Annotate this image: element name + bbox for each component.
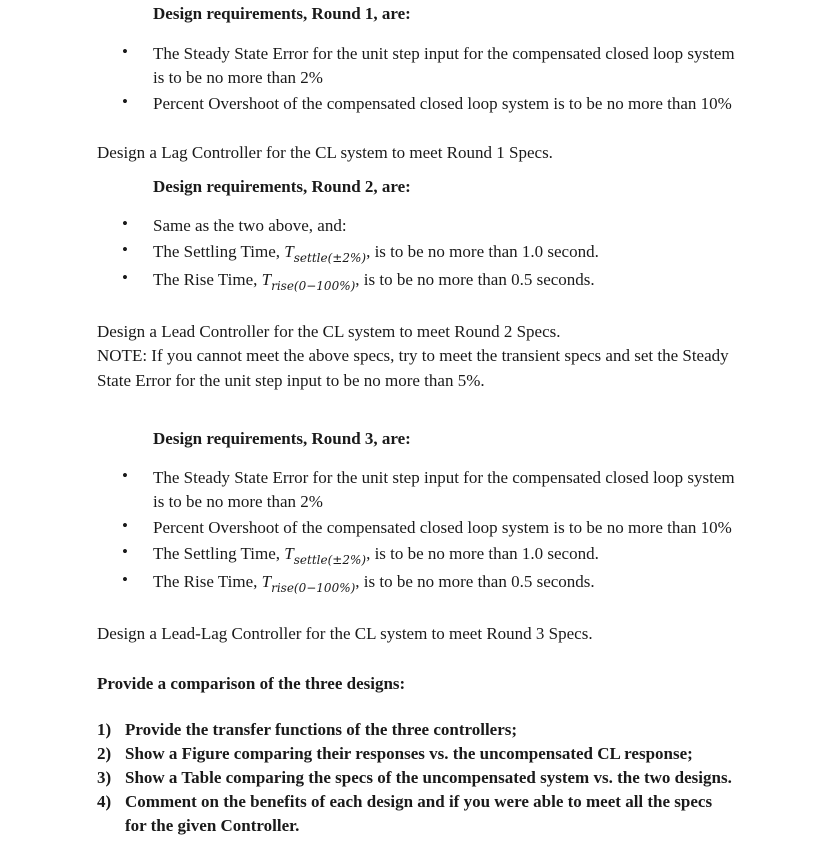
list-item-continuation: for the given Controller. <box>125 816 300 835</box>
round2-rise: The Rise Time, $T_{rise(0-100\%)}$, is to be no more than 0.5 seconds. <box>153 270 595 293</box>
lag-task: Design a Lag Controller for the CL system to meet Round 1 Specs. <box>97 143 553 162</box>
comparison-list <box>97 718 732 838</box>
round1-bullet2: Percent Overshoot of the compensated closed loop system is to be no more than 10% <box>153 94 732 113</box>
bullet-icon: • <box>122 516 128 535</box>
note-line1: NOTE: If you cannot meet the above specs, try to meet the transient specs and set the Steady <box>97 346 729 365</box>
round3-settle: The Settling Time, $T_{settle(\pm 2\%)}$, is to be no more than 1.0 second. <box>153 544 599 567</box>
list-item: 1) Provide the transfer functions of the three controllers; <box>97 720 518 739</box>
bullet-icon: • <box>122 214 128 233</box>
round2-bullet1: Same as the two above, and: <box>153 216 347 235</box>
bullet-icon: • <box>122 268 128 287</box>
round3-bullet1: The Steady State Error for the unit step input for the compensated closed loop system is to be no more than 2% <box>153 468 735 511</box>
bullet-icon: • <box>122 570 128 589</box>
lead-task: Design a Lead Controller for the CL system to meet Round 2 Specs. <box>97 322 561 341</box>
round1-bullet1: The Steady State Error for the unit step input for the compensated closed loop system is to be no more than 2% <box>153 44 735 87</box>
comparison-heading: Provide a comparison of the three designs: <box>97 674 406 693</box>
round2-settle: The Settling Time, $T_{settle(\pm 2\%)}$, is to be no more than 1.0 second. <box>153 242 599 265</box>
leadlag-task: Design a Lead-Lag Controller for the CL system to meet Round 3 Specs. <box>97 624 593 643</box>
list-item: 2) Show a Figure comparing their responses vs. the uncompensated CL response; <box>97 744 693 763</box>
note-line2: State Error for the unit step input to be no more than 5%. <box>97 371 485 390</box>
list-item: 4) Comment on the benefits of each design and if you were able to meet all the specs <box>97 792 713 811</box>
bullet-icon: • <box>122 92 128 111</box>
bullet-icon: • <box>122 42 128 61</box>
round2-heading: Design requirements, Round 2, are: <box>153 177 411 196</box>
bullet-icon: • <box>122 240 128 259</box>
list-item: 3) Show a Table comparing the specs of the uncompensated system vs. the two designs. <box>97 768 732 787</box>
round3-heading: Design requirements, Round 3, are: <box>153 429 411 448</box>
round3-bullet2: Percent Overshoot of the compensated closed loop system is to be no more than 10% <box>153 518 732 537</box>
round1-heading: Design requirements, Round 1, are: <box>153 4 411 23</box>
bullet-icon: • <box>122 542 128 561</box>
round3-rise: The Rise Time, $T_{rise(0-100\%)}$, is to be no more than 0.5 seconds. <box>153 572 595 595</box>
bullet-icon: • <box>122 466 128 485</box>
